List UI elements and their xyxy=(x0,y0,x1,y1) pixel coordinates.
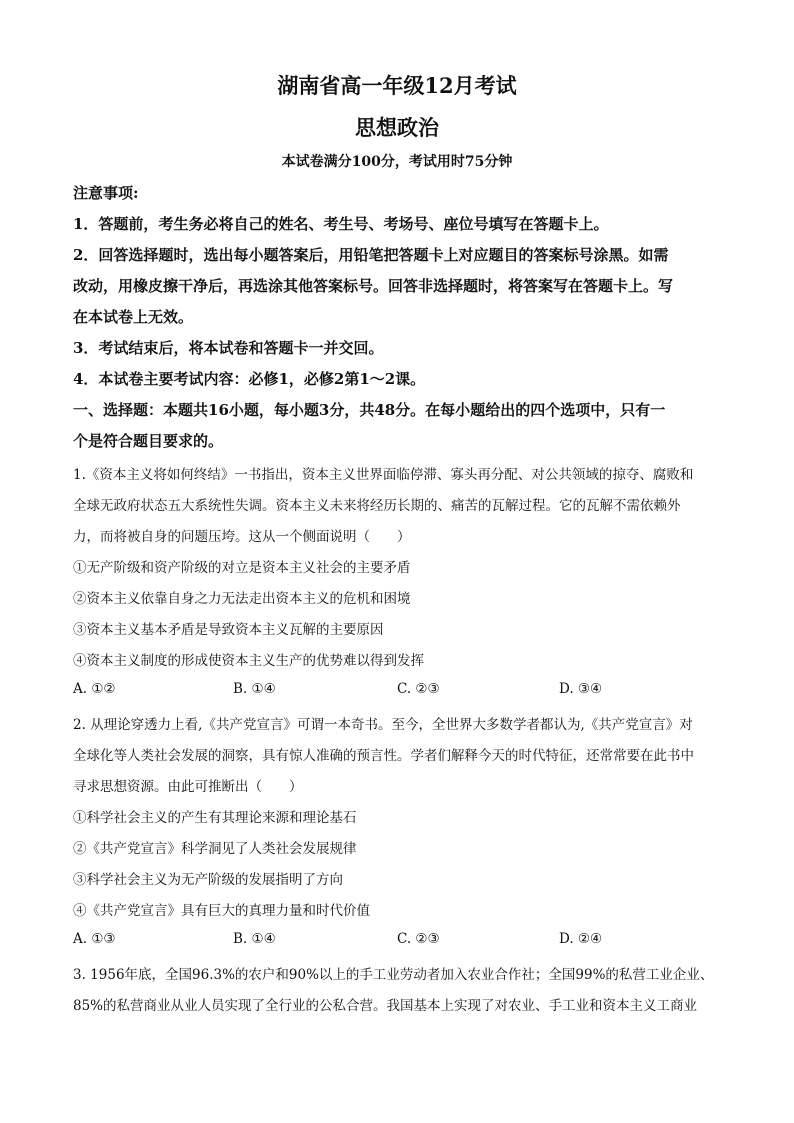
option-d: D. ③④ xyxy=(559,681,603,697)
option-b: B. ①④ xyxy=(233,681,276,697)
question-1-stem: 1.《资本主义将如何终结》一书指出，资本主义世界面临停滞、寡头再分配、对公共领域的掠夺、腐败和 xyxy=(73,467,694,483)
question-2-options xyxy=(73,931,723,951)
notice-line: 4．本试卷主要考试内容：必修1，必修2第1～2课。 xyxy=(73,370,426,388)
exam-subtitle: 本试卷满分100分，考试用时75分钟 xyxy=(281,154,513,170)
question-2-stem: 全球化等人类社会发展的洞察，具有惊人准确的预言性。学者们解释今天的时代特征，还常常要在此书中 xyxy=(73,748,694,764)
option-c: C. ②③ xyxy=(397,681,440,697)
notice-heading: 注意事项: xyxy=(73,184,139,202)
notice-line: 改动，用橡皮擦干净后，再选涂其他答案标号。回答非选择题时，将答案写在答题卡上。写 xyxy=(73,277,674,295)
question-2-stem: 2. 从理论穿透力上看,《共产党宣言》可谓一本奇书。至今，全世界大多数学者都认为,《共产党宣言》对 xyxy=(73,717,693,733)
question-2-item: ②《共产党宣言》科学洞见了人类社会发展规律 xyxy=(73,841,357,857)
option-a: A. ①③ xyxy=(73,931,116,947)
option-b: B. ①④ xyxy=(233,931,276,947)
notice-line: 3．考试结束后，将本试卷和答题卡一并交回。 xyxy=(73,339,384,357)
section-heading: 个是符合题目要求的。 xyxy=(73,432,224,450)
question-1-stem: 全球无政府状态五大系统性失调。资本主义未来将经历长期的、痛苦的瓦解过程。它的瓦解不需依赖外 xyxy=(73,498,681,514)
option-d: D. ②④ xyxy=(559,931,603,947)
question-2-item: ③科学社会主义为无产阶级的发展指明了方向 xyxy=(73,872,343,888)
notice-line: 2．回答选择题时，选出每小题答案后，用铅笔把答题卡上对应题目的答案标号涂黑。如需 xyxy=(73,246,669,264)
question-1-item: ②资本主义依靠自身之力无法走出资本主义的危机和困境 xyxy=(73,591,411,607)
option-c: C. ②③ xyxy=(397,931,440,947)
question-3-stem: 85%的私营商业从业人员实现了全行业的公私合营。我国基本上实现了对农业、手工业和资本主义工商业 xyxy=(73,998,698,1014)
question-1-options xyxy=(73,681,723,701)
section-heading: 一、选择题：本题共16小题，每小题3分，共48分。在每小题给出的四个选项中，只有一 xyxy=(73,401,666,419)
notice-line: 1．答题前，考生务必将自己的姓名、考生号、考场号、座位号填写在答题卡上。 xyxy=(73,215,609,233)
subject-title: 思想政治 xyxy=(355,115,439,140)
question-2-item: ①科学社会主义的产生有其理论来源和理论基石 xyxy=(73,810,357,826)
question-1-item: ③资本主义基本矛盾是导致资本主义瓦解的主要原因 xyxy=(73,622,384,638)
option-a: A. ①② xyxy=(73,681,116,697)
exam-title: 湖南省高一年级12月考试 xyxy=(277,73,517,98)
question-2-stem: 寻求思想资源。由此可推断出（ ） xyxy=(73,779,303,795)
question-1-item: ①无产阶级和资产阶级的对立是资本主义社会的主要矛盾 xyxy=(73,560,411,576)
question-1-stem: 力，而将被自身的问题压垮。这从一个侧面说明（ ） xyxy=(73,529,411,545)
question-2-item: ④《共产党宣言》具有巨大的真理力量和时代价值 xyxy=(73,903,370,919)
question-3-stem: 3. 1956年底，全国96.3%的农户和90%以上的手工业劳动者加入农业合作社；全国99%的私营工业企业、 xyxy=(73,967,714,983)
question-1-item: ④资本主义制度的形成使资本主义生产的优势难以得到发挥 xyxy=(73,653,424,669)
notice-line: 在本试卷上无效。 xyxy=(73,308,194,326)
